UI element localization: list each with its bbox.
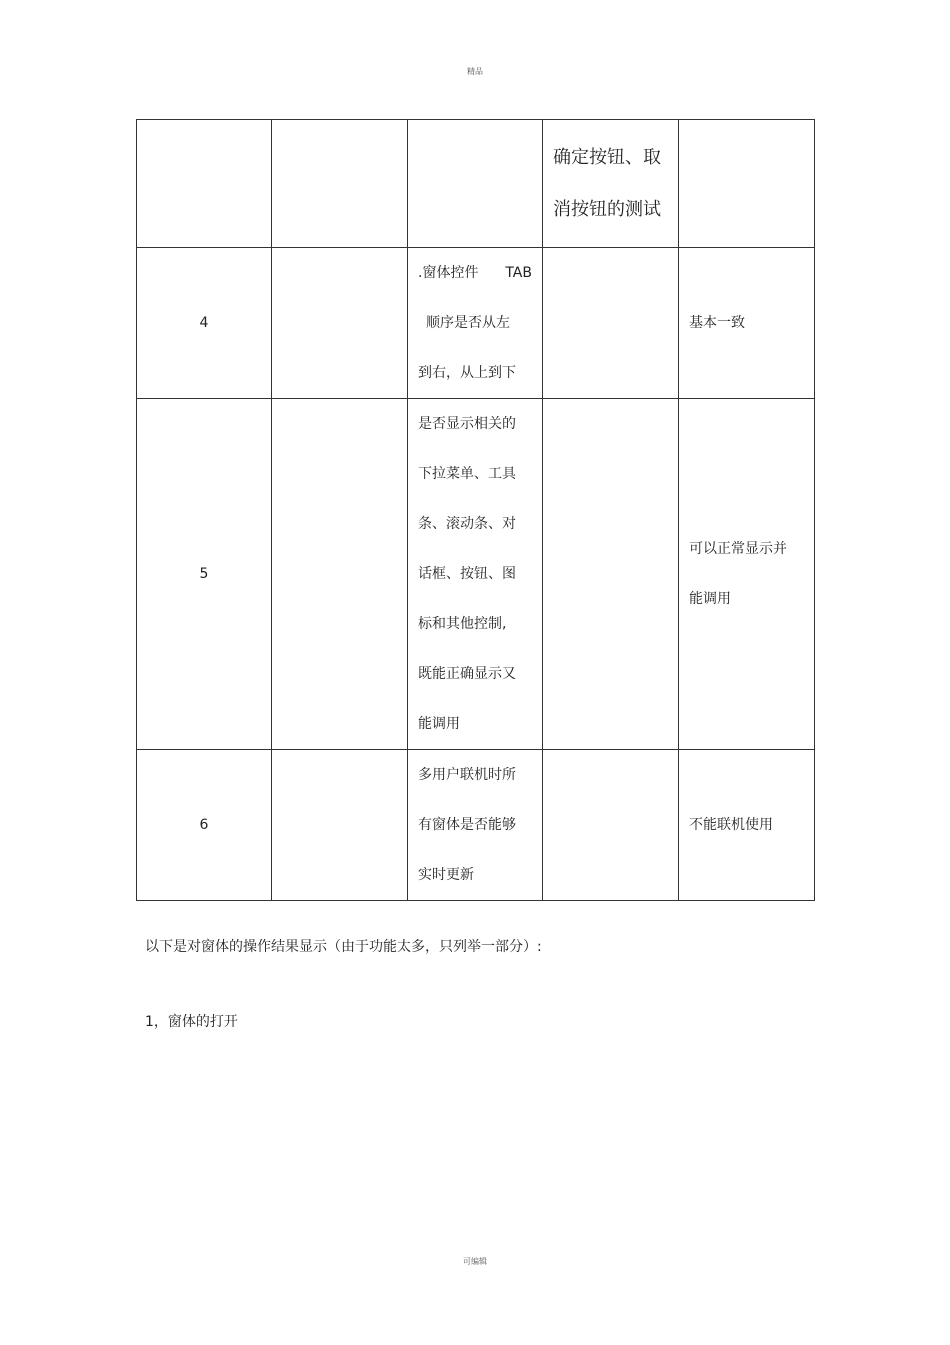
section-heading: 1，窗体的打开	[145, 1014, 238, 1030]
cell-number: 6	[137, 750, 272, 901]
cell-line: 顺序是否从左	[426, 315, 510, 331]
cell-line-part: TAB	[505, 265, 532, 281]
cell-empty	[272, 248, 408, 399]
cell-number: 4	[137, 248, 272, 399]
table-row	[137, 399, 815, 750]
cell-line: 消按钮的测试	[553, 198, 661, 220]
cell-line: 标和其他控制,	[418, 616, 507, 632]
cell-empty	[543, 248, 679, 399]
table-row	[137, 248, 815, 399]
cell-line: 能调用	[418, 716, 460, 732]
cell-line	[418, 248, 532, 298]
cell-test-content	[408, 399, 543, 750]
cell-line: 不能联机使用	[689, 817, 773, 833]
cell-empty	[272, 750, 408, 901]
table-row	[137, 750, 815, 901]
footer-watermark: 可编辑	[463, 1257, 487, 1266]
cell-test-item	[543, 120, 679, 248]
test-case-table	[136, 119, 815, 901]
cell-line: 是否显示相关的	[418, 416, 516, 432]
cell-line: 多用户联机时所	[418, 767, 516, 783]
cell-result	[679, 248, 815, 399]
cell-line: 有窗体是否能够	[418, 817, 516, 833]
cell-result	[679, 399, 815, 750]
cell-line: 到右，从上到下	[418, 365, 516, 381]
cell-line: 确定按钮、取	[553, 146, 661, 168]
cell-line: 可以正常显示并	[689, 541, 787, 557]
cell-empty	[543, 750, 679, 901]
cell-result	[679, 750, 815, 901]
cell-test-content	[408, 750, 543, 901]
cell-line: 下拉菜单、工具	[418, 466, 516, 482]
cell-empty	[272, 120, 408, 248]
cell-empty	[272, 399, 408, 750]
cell-number	[137, 120, 272, 248]
cell-line: 既能正确显示又	[418, 666, 516, 682]
cell-line: 条、滚动条、对	[418, 516, 516, 532]
table-row	[137, 120, 815, 248]
cell-line: 基本一致	[689, 315, 745, 331]
header-watermark: 精品	[467, 67, 483, 76]
cell-empty	[543, 399, 679, 750]
cell-empty	[679, 120, 815, 248]
cell-line-part: .窗体控件	[418, 265, 479, 281]
intro-paragraph: 以下是对窗体的操作结果显示（由于功能太多，只列举一部分）:	[145, 939, 542, 955]
cell-line: 能调用	[689, 591, 731, 607]
cell-line: 实时更新	[418, 867, 474, 883]
cell-number: 5	[137, 399, 272, 750]
cell-empty	[408, 120, 543, 248]
cell-test-content	[408, 248, 543, 399]
cell-line: 话框、按钮、图	[418, 566, 516, 582]
